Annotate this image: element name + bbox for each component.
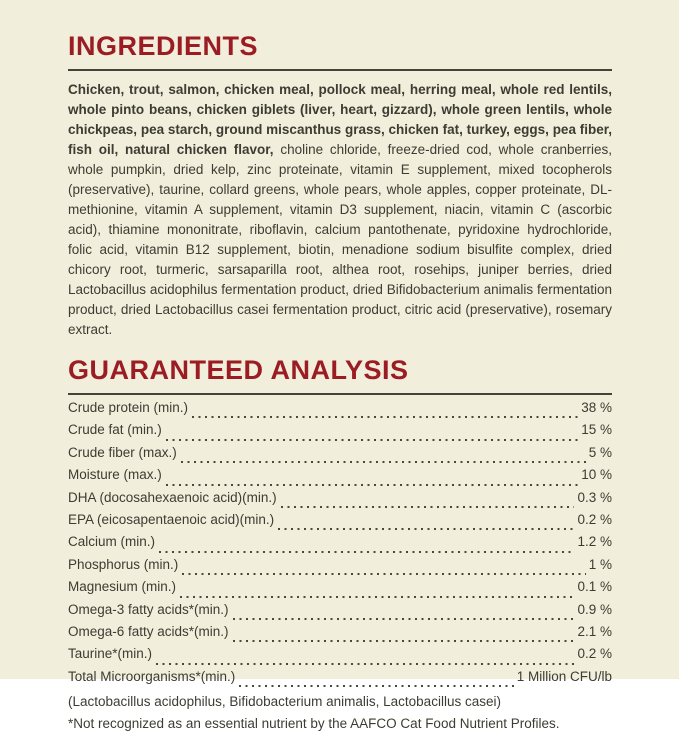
table-row — [68, 602, 612, 624]
dot-leader — [233, 618, 575, 620]
ingredients-heading-rule — [68, 69, 612, 71]
nutrient-label: Magnesium (min.) — [68, 579, 177, 595]
dot-leader — [239, 685, 513, 687]
dot-leader — [278, 528, 574, 530]
table-row — [68, 422, 612, 444]
table-row — [68, 490, 612, 512]
nutrient-value: 0.2 % — [577, 511, 612, 527]
nutrient-label: Taurine*(min.) — [68, 646, 153, 662]
ingredients-secondary-text: choline chloride, freeze-dried cod, whole cranberries, whole pumpkin, dried kelp, zinc proteinate, vitamin E supplement, mixed tocopherols (preservative), taurine, collard greens, whole pears, whole apples, copper proteinate, DL-methionine, vitamin A supplement, vitamin D3 supplement, niacin, vitamin C (ascorbic acid), thiamine mononitrate, riboflavin, calcium pantothenate, pyridoxine hydrochloride, folic acid, vitamin B12 supplement, biotin, menadione sodium bisulfite complex, dried chicory root, turmeric, sarsaparilla root, althea root, rosehips, juniper berries, dried Lactobacillus acidophilus fermentation product, dried Bifidobacterium animalis fermentation product, dried Lactobacillus casei fermentation product, citric acid (preservative), rosemary extract. — [68, 142, 612, 337]
dot-leader — [192, 416, 578, 418]
dot-leader — [281, 506, 575, 508]
nutrient-label: Crude fat (min.) — [68, 422, 162, 438]
table-row — [68, 646, 612, 668]
nutrient-label: Calcium (min.) — [68, 534, 156, 550]
ingredients-paragraph — [68, 80, 612, 340]
dot-leader — [159, 551, 574, 553]
nutrient-value: 1 % — [588, 556, 612, 572]
dot-leader — [166, 439, 578, 441]
dot-leader — [156, 663, 574, 665]
guaranteed-analysis-heading: GUARANTEED ANALYSIS — [68, 355, 409, 385]
table-row — [68, 400, 612, 422]
nutrient-label: Crude fiber (max.) — [68, 444, 177, 460]
dot-leader — [181, 461, 586, 463]
nutrient-value: 10 % — [581, 467, 612, 483]
nutrient-label: Omega-3 fatty acids*(min.) — [68, 601, 229, 617]
nutrient-value: 5 % — [588, 444, 612, 460]
guaranteed-analysis-heading-rule — [68, 393, 612, 395]
nutrient-value: 0.1 % — [577, 579, 612, 595]
table-row — [68, 669, 612, 691]
nutrient-value: 0.9 % — [577, 601, 612, 617]
dot-leader — [182, 573, 585, 575]
nutrient-label: DHA (docosahexaenoic acid)(min.) — [68, 489, 277, 505]
table-row — [68, 624, 612, 646]
nutrient-value: 15 % — [581, 422, 612, 438]
table-row — [68, 512, 612, 534]
dot-leader — [166, 484, 578, 486]
nutrient-label: EPA (eicosapentaenoic acid)(min.) — [68, 511, 275, 527]
nutrient-value: 2.1 % — [577, 623, 612, 639]
table-row — [68, 557, 612, 579]
nutrient-value: 1 Million CFU/lb — [516, 668, 612, 684]
nutrient-value: 38 % — [581, 400, 612, 415]
table-row — [68, 467, 612, 489]
microorganisms-footnote: (Lactobacillus acidophilus, Bifidobacterium animalis, Lactobacillus casei) — [68, 694, 501, 710]
dot-leader — [233, 640, 575, 642]
ingredients-heading: INGREDIENTS — [68, 31, 259, 61]
guaranteed-analysis-table — [68, 400, 612, 691]
nutrient-value: 0.3 % — [577, 489, 612, 505]
nutrient-label: Phosphorus (min.) — [68, 556, 179, 572]
dot-leader — [180, 596, 574, 598]
table-row — [68, 534, 612, 556]
nutrient-value: 0.2 % — [577, 646, 612, 662]
nutrient-label: Crude protein (min.) — [68, 400, 189, 415]
nutrient-label: Moisture (max.) — [68, 467, 162, 483]
nutrient-label: Total Microorganisms*(min.) — [68, 668, 236, 684]
aafco-footnote: *Not recognized as an essential nutrient by the AAFCO Cat Food Nutrient Profiles. — [68, 716, 560, 732]
nutrient-value: 1.2 % — [577, 534, 612, 550]
nutrient-label: Omega-6 fatty acids*(min.) — [68, 623, 229, 639]
table-row — [68, 579, 612, 601]
table-row — [68, 445, 612, 467]
ingredients-primary-text: Chicken, trout, salmon, chicken meal, pollock meal, herring meal, whole red lentils, whole pinto beans, chicken giblets (liver, heart, gizzard), whole green lentils, whole chickpeas, pea starch, ground miscanthus grass, chicken fat, turkey, eggs, pea fiber, fish oil, natural chicken flavor, — [68, 82, 612, 157]
